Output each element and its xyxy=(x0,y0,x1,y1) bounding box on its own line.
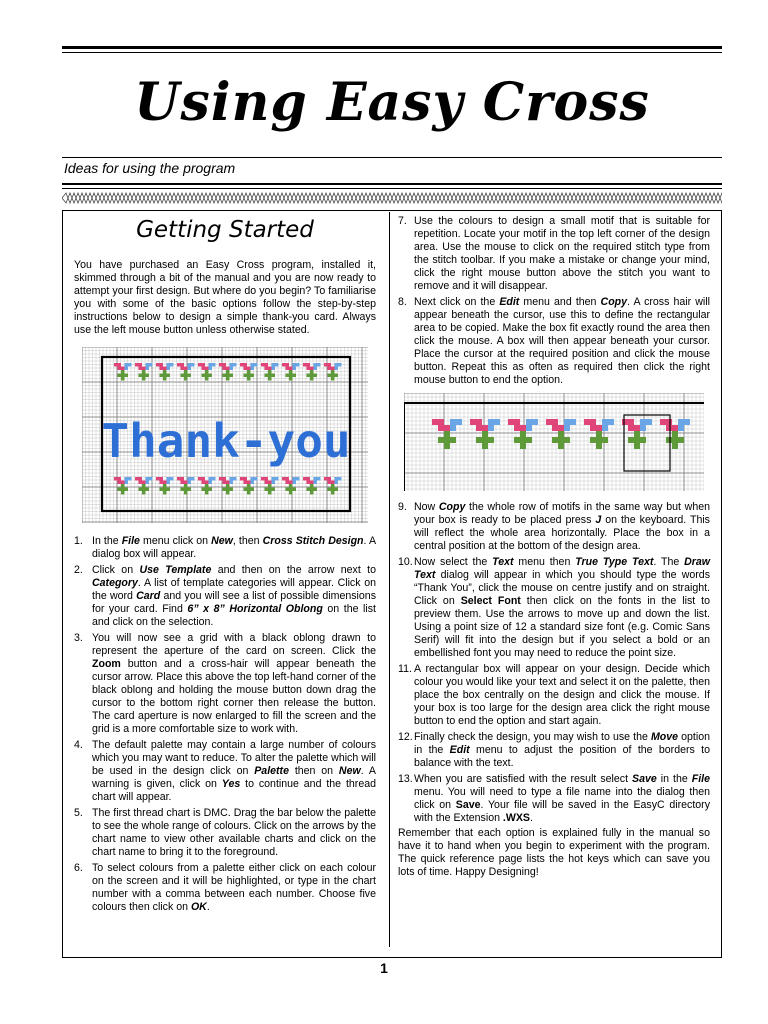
section-title: Getting Started xyxy=(136,217,314,243)
subtitle-rule-thin xyxy=(62,188,722,189)
step-item: 2. Click on Use Template and then on the arrow next to Category. A list of template categories will appear. Click on the word Card and you will see a list of possible dimensions for your card. Find 6” x 8” Horizontal Oblong on the list and click on the selection. xyxy=(74,564,376,628)
step-item: 6. To select colours from a palette either click on each colour on the screen and it will be highlighted, or type in the chart number with a comma between each number. Choose five colours then click on OK. xyxy=(74,862,376,913)
step-item: 10. Now select the Text menu then True Type Text. The Draw Text dialog will appear in which you should type the words “Thank You”, click the mouse on centre justify and on straight. Click on Select Font then click on the fonts in the list to preview them. Use the arrows to move up and down the list. Using a point size of 12 a standard size font (e.g. Comic Sans Serif) will fit into the design but if you select a bold or an embellished font you may need to reduce the point size. xyxy=(398,556,710,659)
page-subtitle: Ideas for using the program xyxy=(64,160,236,176)
right-column xyxy=(398,215,710,879)
step-item: 13. When you are satisfied with the result select Save in the File menu. You will need to type a file name into the dialog then click on Save. Your file will be saved in the EasyC directory with the Extension .WXS. xyxy=(398,773,710,824)
title-rule xyxy=(62,157,722,158)
top-rule-thick xyxy=(62,46,722,49)
subtitle-rule-thick xyxy=(62,183,722,185)
step-item: 4. The default palette may contain a large number of colours which you may want to reduce. To alter the palette which will be used in the design click on Palette then on New. A warning is given, click on Yes to continue and the thread chart will appear. xyxy=(74,739,376,803)
step-item: 8. Next click on the Edit menu and then Copy. A cross hair will appear beneath the cursor, use this to define the rectangular area to be copied. Make the box fit exactly round the area then click the mouse. A box will then appear beneath your cursor. Place the cursor at the required position and click the mouse button. Repeat this as often as required then click the right mouse button to end the option. xyxy=(398,296,710,386)
top-rule-thin xyxy=(62,52,722,53)
thank-you-card-figure xyxy=(82,347,368,523)
step-item: 11. A rectangular box will appear on your design. Decide which colour you would like your text and select it on the palette, then place the box centrally on the design and click the mouse. If your box is too large for the design area click the right mouse button to end the option and start again. xyxy=(398,663,710,727)
step-item: 12. Finally check the design, you may wish to use the Move option in the Edit menu to adjust the position of the borders to balance with the text. xyxy=(398,731,710,769)
motif-row-figure xyxy=(404,393,704,491)
step-item: 9. Now Copy the whole row of motifs in the same way but when your box is ready to be placed press J on the keyboard. This will reflect the whole area horizontally. Place the box in a central position at the bottom of the design area. xyxy=(398,501,710,552)
stitched-text: Thank-you xyxy=(101,414,351,468)
steps-list-right-bottom xyxy=(398,501,710,825)
step-item: 1. In the File menu click on New, then Cross Stitch Design. A dialog box will appear. xyxy=(74,535,377,560)
zigzag-border xyxy=(62,192,722,204)
closing-paragraph: Remember that each option is explained fully in the manual so have it to hand when you begin to experiment with the program. The quick reference page lists the hot keys which can save you lots of time. Happy Designing! xyxy=(398,827,710,878)
steps-list-left xyxy=(74,535,376,914)
step-item: 7. Use the colours to design a small motif that is suitable for repetition. Locate your motif in the top left corner of the design area. Use the mouse to click on the required stitch type from the stitch toolbar. If you make a mistake or change your mind, click the right mouse button above the stitch you want to remove and it will disappear. xyxy=(398,215,710,292)
step-item: 5. The first thread chart is DMC. Drag the bar below the palette to see the whole range of colours. Click on the arrows by the chart name to view other available charts and click on the chart name to bring it to the foreground. xyxy=(74,807,376,858)
column-divider xyxy=(389,212,390,947)
steps-list-right-top xyxy=(398,215,710,387)
step-item: 3. You will now see a grid with a black oblong drawn to represent the aperture of the card on screen. Click the Zoom button and a cross-hair will appear beneath the cursor arrow. Place this above the top left-hand corner of the black oblong and holding the mouse button down drag the cursor to the bottom right corner then release the button. The card aperture is now enlarged to fill the screen and the grid is a more comfortable size to work with. xyxy=(74,632,376,735)
page-number: 1 xyxy=(380,960,388,976)
page-title: Using Easy Cross xyxy=(134,72,650,133)
intro-paragraph: You have purchased an Easy Cross program, installed it, skimmed through a bit of the manual and you are now ready to attempt your first design. But where do you begin? To familiarise you with some of the basic options follow the step-by-step instructions below to design a simple thank-you card. Always use the left mouse button unless otherwise stated. xyxy=(74,259,376,336)
left-column xyxy=(74,215,376,917)
